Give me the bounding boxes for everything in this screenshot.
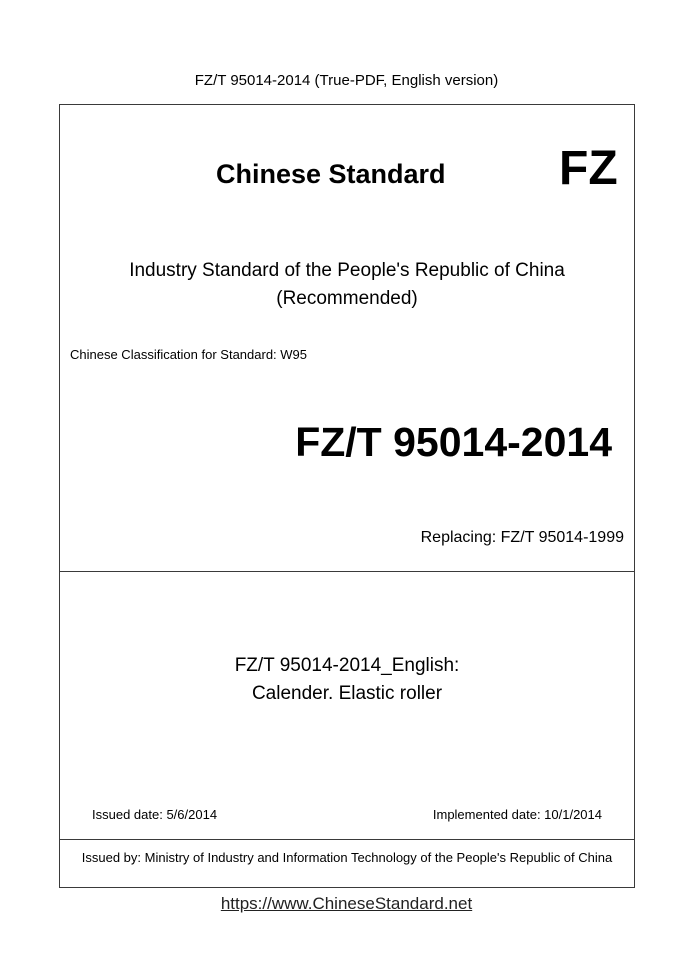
implemented-date: Implemented date: 10/1/2014 — [432, 807, 602, 822]
recommended-label: (Recommended) — [276, 288, 418, 309]
section-divider — [60, 571, 634, 572]
standard-code: FZ — [559, 142, 618, 195]
website-link[interactable]: https://www.ChineseStandard.net — [220, 894, 473, 913]
issued-date: Issued date: 5/6/2014 — [92, 807, 218, 822]
standard-number: FZ/T 95014-2014 — [295, 419, 612, 465]
issuer-divider — [60, 839, 634, 840]
replacing-label: Replacing: FZ/T 95014-1999 — [420, 529, 624, 546]
cover-frame — [59, 104, 635, 888]
footer-link-container — [0, 894, 693, 914]
issued-by-label: Issued by: Ministry of Industry and Information Technology of the People's Republic of China — [81, 850, 613, 865]
industry-standard-line: Industry Standard of the People's Republic of China — [129, 260, 565, 281]
classification-label: Chinese Classification for Standard: W95 — [70, 347, 308, 362]
english-title: FZ/T 95014-2014_English: — [234, 655, 460, 676]
page-header-title: FZ/T 95014-2014 (True-PDF, English version) — [194, 72, 499, 89]
english-subtitle: Calender. Elastic roller — [251, 683, 443, 704]
cover-heading: Chinese Standard — [216, 159, 446, 189]
